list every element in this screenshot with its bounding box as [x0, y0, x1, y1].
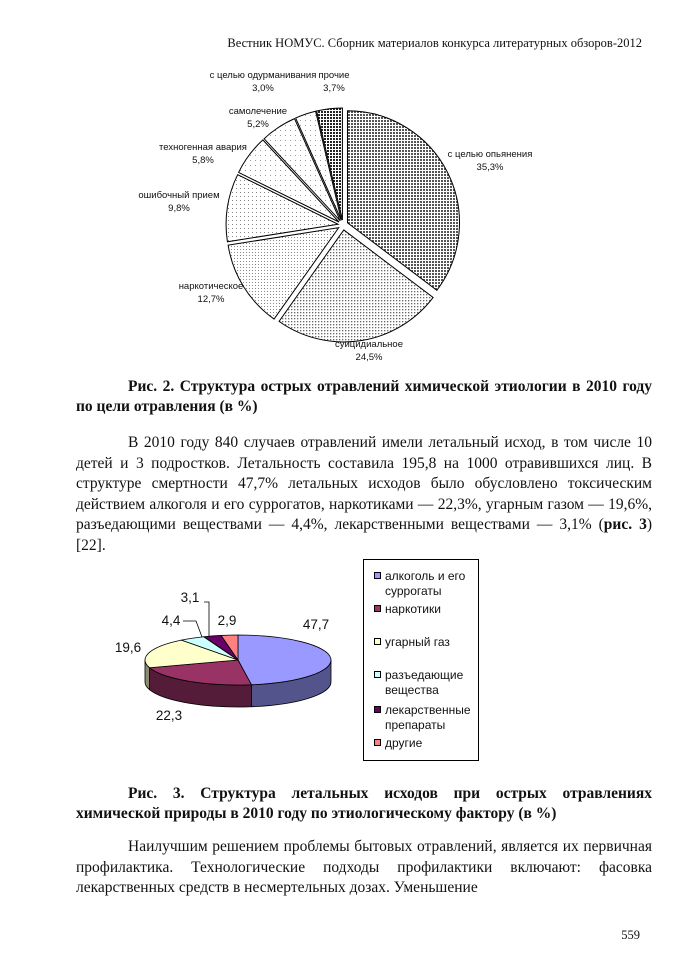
paragraph-prevention: Наилучшим решением проблемы бытовых отравлений, является их первичная профилактика. Технологические подходы профилактики включают: фасовка лекарственных средств в несмертельных дозах. Уменьшение: [76, 838, 652, 896]
legend-swatch: [374, 671, 381, 678]
legend-swatch: [374, 638, 381, 645]
slice-category-label: с целью одурманивания: [209, 70, 317, 81]
slice-category-label: наркотическое: [178, 281, 244, 292]
slice-value-label: 4,4: [161, 613, 181, 628]
legend-swatch: [374, 739, 381, 746]
legend-swatch: [374, 706, 381, 713]
legend-label: алкоголь и его суррогаты: [385, 569, 466, 598]
legend-label: угарный газ: [385, 635, 450, 649]
chart-legend: [363, 559, 479, 761]
slice-value-label: 2,9: [217, 613, 237, 628]
slice-value-label: 9,8%: [168, 203, 190, 214]
slice-category-label: самолечение: [228, 106, 288, 117]
paragraph-mortality: [76, 433, 652, 556]
slice-value-label: 22,3: [155, 708, 183, 723]
slice-value-label: 12,7%: [197, 294, 225, 305]
slice-category-label: с целью опьянения: [447, 149, 533, 160]
slice-category-label: ошибочный прием: [138, 190, 220, 201]
journal-header: Вестник НОМУС. Сборник материалов конкурса литературных обзоров-2012: [227, 36, 642, 50]
paragraph-mortality-text: В 2010 году 840 случаев отравлений имели летальный исход, в том числе 10 детей и 3 подростков. Летальность составила 195,8 на 1000 отравившихся лиц. В структуре смертности 47,7% летальных исходов было обусловлено токсическим действием алкоголя и его суррогатов, наркотиками — 22,3%, угарным газом — 19,6%, разъедающими веществами — 4,4%, лекарственными веществами — 3,1% (: [76, 434, 652, 533]
slice-category-label: прочие: [318, 70, 350, 81]
legend-swatch: [374, 605, 381, 612]
slice-value-label: 19,6: [114, 640, 142, 655]
slice-value-label: 3,1: [180, 590, 200, 605]
slice-value-label: 5,2%: [247, 119, 269, 130]
legend-label: наркотики: [385, 602, 441, 616]
figure-3-caption: Рис. 3. Структура летальных исходов при острых отравлениях химической природы в 2010 году по этиологическому фактору (в %): [76, 785, 652, 822]
slice-value-label: 24,5%: [355, 352, 383, 363]
legend-label: другие: [385, 736, 423, 750]
figure-3-reference: рис. 3: [603, 516, 647, 533]
leader-line: [204, 602, 209, 636]
slice-category-label: техногенная авария: [159, 142, 247, 153]
slice-value-label: 3,0%: [252, 83, 274, 94]
figure-2-caption: Рис. 2. Структура острых отравлений химической этиологии в 2010 году по цели отравления (в %): [76, 378, 652, 415]
legend-swatch: [374, 572, 381, 579]
slice-value-label: 47,7: [302, 617, 330, 632]
slice-value-label: 35,3%: [476, 162, 504, 173]
legend-label: разъедающие вещества: [385, 668, 464, 697]
leader-line: [183, 621, 202, 637]
paragraph-mortality-tail: ) [22].: [76, 516, 652, 554]
slice-value-label: 3,7%: [323, 83, 345, 94]
slice-value-label: 5,8%: [192, 155, 214, 166]
page-number: 559: [621, 928, 640, 942]
slice-category-label: суицидиальное: [335, 339, 403, 350]
legend-label: лекарственные препараты: [385, 703, 471, 732]
